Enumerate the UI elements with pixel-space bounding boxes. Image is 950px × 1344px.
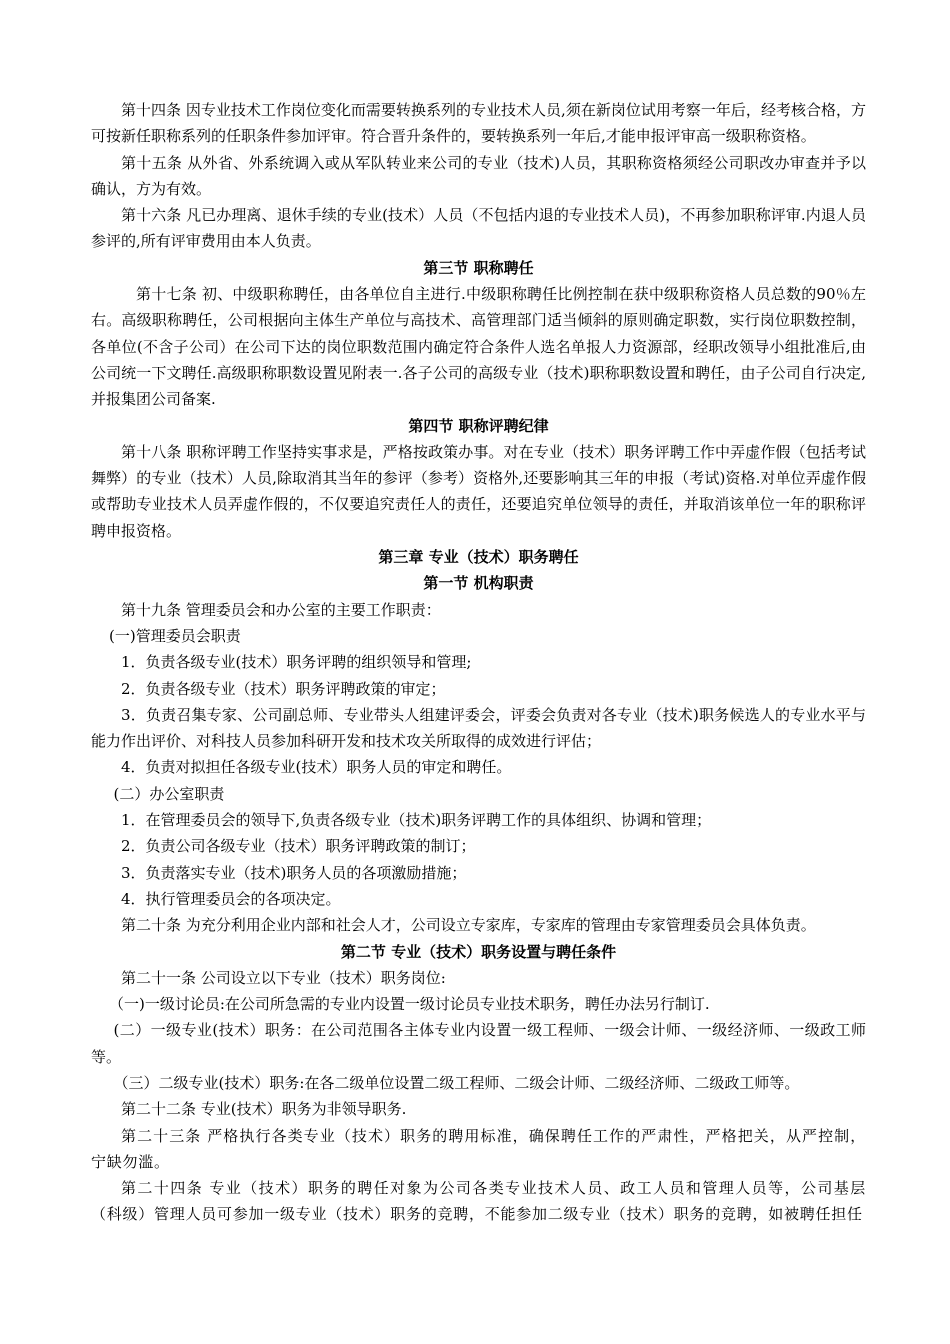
- office-duty-1: 1．在管理委员会的领导下,负责各级专业（技术)职务评聘工作的具体组织、协调和管理；: [121, 811, 712, 830]
- committee-duty-4: 4．负责对拟担任各级专业(技术）职务人员的审定和聘任。: [121, 758, 512, 777]
- article-18: 第十八条 职称评聘工作坚持实事求是，严格按政策办事。对在专业（技术）职务评聘工作中弄虚作假（包括考试舞弊）的专业（技术）人员,除取消其当年的参评（参考）资格外,还要影响其三年的申报（考试)资格.对单位弄虚作假或帮助专业技术人员弄虚作假的，不仅要追究责任人的责任，还要追究单位领导的责任，并取消该单位一年的职称评聘申报资格。: [91, 442, 866, 540]
- article-20: 第二十条 为充分利用企业内部和社会人才，公司设立专家库，专家库的管理由专家管理委员会具体负责。: [121, 916, 816, 935]
- office-duty-3: 3．负责落实专业（技术)职务人员的各项激励措施；: [121, 863, 467, 882]
- committee-duty-3: 3．负责召集专家、公司副总师、专业带头人组建评委会，评委会负责对各专业（技术)职务候选人的专业水平与能力作出评价、对科技人员参加科研开发和技术攻关所取得的成效进行评估；: [91, 705, 866, 751]
- section-4-heading: 第四节 职称评聘纪律: [408, 416, 549, 435]
- article-14: 第十四条 因专业技术工作岗位变化而需要转换系列的专业技术人员,须在新岗位试用考察一年后，经考核合格，方可按新任职称系列的任职条件参加评审。符合晋升条件的，要转换系列一年后,才能申报评审高一级职称资格。: [91, 101, 866, 146]
- article-16: 第十六条 凡已办理离、退休手续的专业(技术）人员（不包括内退的专业技术人员)，不再参加职称评审.内退人员参评的,所有评审费用由本人负责。: [91, 206, 866, 251]
- office-duties-title: (二）办公室职责: [113, 784, 225, 803]
- office-duty-4: 4．执行管理委员会的各项决定。: [121, 889, 341, 908]
- article-22: 第二十二条 专业(技术）职务为非领导职务.: [121, 1100, 407, 1119]
- article-21-item-1: （一)一级讨论员:在公司所急需的专业内设置一级讨论员专业技术职务，聘任办法另行制订.: [109, 995, 710, 1014]
- article-23: 第二十三条 严格执行各类专业（技术）职务的聘用标准，确保聘任工作的严肃性，严格把关，从严控制，宁缺勿滥。: [91, 1126, 866, 1171]
- article-21: 第二十一条 公司设立以下专业（技术）职务岗位:: [121, 968, 446, 987]
- article-24: 第二十四条 专业（技术）职务的聘任对象为公司各类专业技术人员、政工人员和管理人员等，公司基层（科级）管理人员可参加一级专业（技术）职务的竞聘，不能参加二级专业（技术）职务的竞聘，如被聘任担任: [91, 1179, 866, 1224]
- section-2-heading: 第二节 专业（技术）职务设置与聘任条件: [340, 942, 617, 961]
- article-17: 第十七条 初、中级职称聘任，由各单位自主进行.中级职称聘任比例控制在获中级职称资格人员总数的90％左右。高级职称聘任，公司根据向主体生产单位与高技术、高管理部门适当倾斜的原则确定职数，实行岗位职数控制，各单位(不含子公司）在公司下达的岗位职数范围内确定符合条件人选名单报人力资源部，经职改领导小组批准后,由公司统一下文聘任.高级职称职数设置见附表一.各子公司的高级专业（技术)职称职数设置和聘任，由子公司自行决定,并报集团公司备案.: [91, 285, 866, 409]
- article-21-item-2: (二）一级专业(技术）职务：在公司范围各主体专业内设置一级工程师、一级会计师、一级经济师、一级政工师等。: [91, 1021, 866, 1066]
- document-page: [91, 97, 866, 1228]
- chapter-3-heading: 第三章 专业（技术）职务聘任: [378, 548, 579, 567]
- article-15: 第十五条 从外省、外系统调入或从军队转业来公司的专业（技术)人员，其职称资格须经公司职改办审查并予以确认，方为有效。: [91, 153, 866, 198]
- section-3-heading: 第三节 职称聘任: [423, 258, 534, 277]
- committee-duties-title: (一)管理委员会职责: [109, 626, 241, 645]
- section-1-heading: 第一节 机构职责: [423, 574, 534, 593]
- committee-duty-2: 2．负责各级专业（技术）职务评聘政策的审定；: [121, 679, 446, 698]
- article-19: 第十九条 管理委员会和办公室的主要工作职责：: [121, 600, 441, 619]
- office-duty-2: 2．负责公司各级专业（技术）职务评聘政策的制订；: [121, 837, 476, 856]
- article-21-item-3: （三）二级专业(技术）职务:在各二级单位设置二级工程师、二级会计师、二级经济师、二级政工师等。: [113, 1073, 800, 1092]
- committee-duty-1: 1．负责各级专业(技术）职务评聘的组织领导和管理;: [121, 653, 472, 672]
